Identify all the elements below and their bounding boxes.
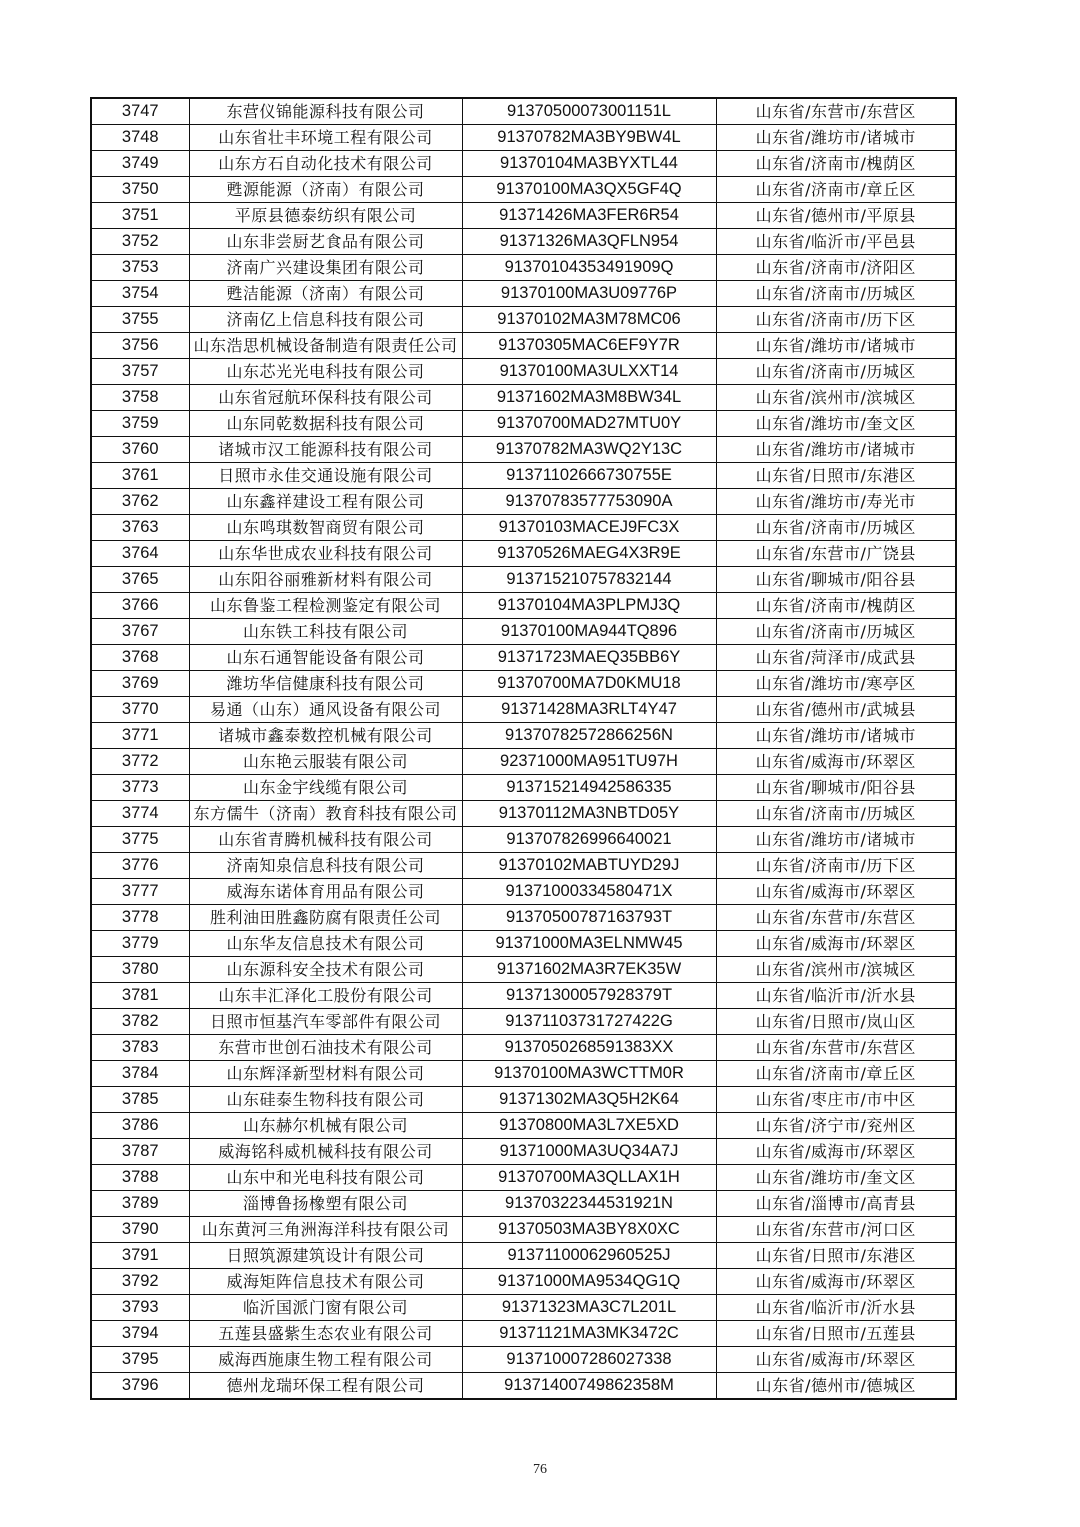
company-name-cell: 东营仪锦能源科技有限公司 <box>189 98 462 125</box>
region-cell: 山东省/德州市/平原县 <box>716 203 956 229</box>
table-row <box>91 1165 956 1191</box>
region-cell: 山东省/菏泽市/成武县 <box>716 645 956 671</box>
company-name-cell: 临沂国派门窗有限公司 <box>189 1295 462 1321</box>
region-cell: 山东省/威海市/环翠区 <box>716 1139 956 1165</box>
table-row <box>91 98 956 125</box>
table-row <box>91 1035 956 1061</box>
credit-code-cell: 91371000MA3UQ34A7J <box>462 1139 716 1165</box>
table-row <box>91 567 956 593</box>
credit-code-cell: 91370503MA3BY8X0XC <box>462 1217 716 1243</box>
table-row <box>91 1321 956 1347</box>
table-row <box>91 541 956 567</box>
row-number-cell: 3779 <box>91 931 189 957</box>
company-name-cell: 山东金宇线缆有限公司 <box>189 775 462 801</box>
company-name-cell: 济南亿上信息科技有限公司 <box>189 307 462 333</box>
table-row <box>91 905 956 931</box>
table-row <box>91 775 956 801</box>
row-number-cell: 3758 <box>91 385 189 411</box>
table-row <box>91 1009 956 1035</box>
table-row <box>91 1087 956 1113</box>
row-number-cell: 3755 <box>91 307 189 333</box>
credit-code-cell: 91370700MA3QLLAX1H <box>462 1165 716 1191</box>
company-name-cell: 潍坊华信健康科技有限公司 <box>189 671 462 697</box>
region-cell: 山东省/德州市/德城区 <box>716 1373 956 1400</box>
region-cell: 山东省/潍坊市/诸城市 <box>716 827 956 853</box>
region-cell: 山东省/东营市/河口区 <box>716 1217 956 1243</box>
region-cell: 山东省/潍坊市/奎文区 <box>716 411 956 437</box>
credit-code-cell: 91370112MA3NBTD05Y <box>462 801 716 827</box>
region-cell: 山东省/潍坊市/寿光市 <box>716 489 956 515</box>
company-name-cell: 济南知泉信息科技有限公司 <box>189 853 462 879</box>
row-number-cell: 3776 <box>91 853 189 879</box>
company-name-cell: 山东省青腾机械科技有限公司 <box>189 827 462 853</box>
company-name-cell: 山东丰汇泽化工股份有限公司 <box>189 983 462 1009</box>
table-row <box>91 1061 956 1087</box>
row-number-cell: 3795 <box>91 1347 189 1373</box>
credit-code-cell: 91371426MA3FER6R54 <box>462 203 716 229</box>
company-name-cell: 山东鲁鉴工程检测鉴定有限公司 <box>189 593 462 619</box>
credit-code-cell: 91370100MA3QX5GF4Q <box>462 177 716 203</box>
credit-code-cell: 91370100MA944TQ896 <box>462 619 716 645</box>
company-name-cell: 山东华友信息技术有限公司 <box>189 931 462 957</box>
credit-code-cell: 91371602MA3M8BW34L <box>462 385 716 411</box>
company-name-cell: 威海铭科威机械科技有限公司 <box>189 1139 462 1165</box>
credit-code-cell: 91370500073001151L <box>462 98 716 125</box>
credit-code-cell: 91370782572866256N <box>462 723 716 749</box>
credit-code-cell: 91370700MA7D0KMU18 <box>462 671 716 697</box>
credit-code-cell: 91370526MAEG4X3R9E <box>462 541 716 567</box>
row-number-cell: 3759 <box>91 411 189 437</box>
company-name-cell: 胜利油田胜鑫防腐有限责任公司 <box>189 905 462 931</box>
table-row <box>91 385 956 411</box>
table-row <box>91 1243 956 1269</box>
region-cell: 山东省/济南市/历城区 <box>716 281 956 307</box>
company-name-cell: 淄博鲁扬橡塑有限公司 <box>189 1191 462 1217</box>
company-name-cell: 山东硅泰生物科技有限公司 <box>189 1087 462 1113</box>
company-name-cell: 山东芯光光电科技有限公司 <box>189 359 462 385</box>
region-cell: 山东省/济南市/槐荫区 <box>716 151 956 177</box>
region-cell: 山东省/威海市/环翠区 <box>716 879 956 905</box>
credit-code-cell: 91371400749862358M <box>462 1373 716 1400</box>
row-number-cell: 3786 <box>91 1113 189 1139</box>
table-row <box>91 879 956 905</box>
region-cell: 山东省/济南市/济阳区 <box>716 255 956 281</box>
row-number-cell: 3750 <box>91 177 189 203</box>
company-name-cell: 山东省冠航环保科技有限公司 <box>189 385 462 411</box>
company-name-cell: 山东华世成农业科技有限公司 <box>189 541 462 567</box>
company-name-cell: 山东方石自动化技术有限公司 <box>189 151 462 177</box>
row-number-cell: 3764 <box>91 541 189 567</box>
region-cell: 山东省/滨州市/滨城区 <box>716 385 956 411</box>
region-cell: 山东省/济南市/槐荫区 <box>716 593 956 619</box>
region-cell: 山东省/威海市/环翠区 <box>716 931 956 957</box>
company-name-cell: 山东鸣琪数智商贸有限公司 <box>189 515 462 541</box>
region-cell: 山东省/威海市/环翠区 <box>716 749 956 775</box>
credit-code-cell: 91371723MAEQ35BB6Y <box>462 645 716 671</box>
row-number-cell: 3756 <box>91 333 189 359</box>
company-name-cell: 山东石通智能设备有限公司 <box>189 645 462 671</box>
table-row <box>91 1269 956 1295</box>
region-cell: 山东省/临沂市/沂水县 <box>716 983 956 1009</box>
credit-code-cell: 91371000334580471X <box>462 879 716 905</box>
table-row <box>91 281 956 307</box>
credit-code-cell: 91370100MA3WCTTM0R <box>462 1061 716 1087</box>
region-cell: 山东省/日照市/东港区 <box>716 1243 956 1269</box>
row-number-cell: 3793 <box>91 1295 189 1321</box>
row-number-cell: 3757 <box>91 359 189 385</box>
table-row <box>91 645 956 671</box>
company-name-cell: 五莲县盛紫生态农业有限公司 <box>189 1321 462 1347</box>
row-number-cell: 3762 <box>91 489 189 515</box>
company-name-cell: 威海东诺体育用品有限公司 <box>189 879 462 905</box>
company-name-cell: 东营市世创石油技术有限公司 <box>189 1035 462 1061</box>
company-name-cell: 山东赫尔机械有限公司 <box>189 1113 462 1139</box>
table-row <box>91 723 956 749</box>
row-number-cell: 3781 <box>91 983 189 1009</box>
region-cell: 山东省/济南市/章丘区 <box>716 177 956 203</box>
row-number-cell: 3753 <box>91 255 189 281</box>
region-cell: 山东省/济南市/历城区 <box>716 619 956 645</box>
credit-code-cell: 91371000MA9534QG1Q <box>462 1269 716 1295</box>
region-cell: 山东省/潍坊市/诸城市 <box>716 125 956 151</box>
row-number-cell: 3751 <box>91 203 189 229</box>
row-number-cell: 3749 <box>91 151 189 177</box>
row-number-cell: 3778 <box>91 905 189 931</box>
credit-code-cell: 91370100MA3U09776P <box>462 281 716 307</box>
region-cell: 山东省/临沂市/沂水县 <box>716 1295 956 1321</box>
region-cell: 山东省/济宁市/兖州区 <box>716 1113 956 1139</box>
credit-code-cell: 91370782MA3WQ2Y13C <box>462 437 716 463</box>
company-name-cell: 山东阳谷丽雅新材料有限公司 <box>189 567 462 593</box>
credit-code-cell: 91371102666730755E <box>462 463 716 489</box>
credit-code-cell: 91370102MABTUYD29J <box>462 853 716 879</box>
credit-code-cell: 913710007286027338 <box>462 1347 716 1373</box>
table-row <box>91 489 956 515</box>
region-cell: 山东省/聊城市/阳谷县 <box>716 775 956 801</box>
credit-code-cell: 91371000MA3ELNMW45 <box>462 931 716 957</box>
credit-code-cell: 91370103MACEJ9FC3X <box>462 515 716 541</box>
table-row <box>91 853 956 879</box>
row-number-cell: 3785 <box>91 1087 189 1113</box>
row-number-cell: 3760 <box>91 437 189 463</box>
credit-code-cell: 91370104MA3PLPMJ3Q <box>462 593 716 619</box>
table-row <box>91 957 956 983</box>
company-name-cell: 德州龙瑞环保工程有限公司 <box>189 1373 462 1400</box>
company-name-cell: 山东源科安全技术有限公司 <box>189 957 462 983</box>
row-number-cell: 3782 <box>91 1009 189 1035</box>
row-number-cell: 3768 <box>91 645 189 671</box>
row-number-cell: 3748 <box>91 125 189 151</box>
row-number-cell: 3788 <box>91 1165 189 1191</box>
region-cell: 山东省/东营市/东营区 <box>716 98 956 125</box>
region-cell: 山东省/东营市/东营区 <box>716 905 956 931</box>
credit-code-cell: 913707826996640021 <box>462 827 716 853</box>
table-row <box>91 983 956 1009</box>
region-cell: 山东省/济南市/章丘区 <box>716 1061 956 1087</box>
company-name-cell: 易通（山东）通风设备有限公司 <box>189 697 462 723</box>
row-number-cell: 3761 <box>91 463 189 489</box>
credit-code-cell: 91370305MAC6EF9Y7R <box>462 333 716 359</box>
company-name-cell: 日照市永佳交通设施有限公司 <box>189 463 462 489</box>
region-cell: 山东省/日照市/五莲县 <box>716 1321 956 1347</box>
row-number-cell: 3784 <box>91 1061 189 1087</box>
table-row <box>91 359 956 385</box>
region-cell: 山东省/威海市/环翠区 <box>716 1269 956 1295</box>
company-name-cell: 甦洁能源（济南）有限公司 <box>189 281 462 307</box>
region-cell: 山东省/临沂市/平邑县 <box>716 229 956 255</box>
company-name-cell: 威海西施康生物工程有限公司 <box>189 1347 462 1373</box>
credit-code-cell: 91370322344531921N <box>462 1191 716 1217</box>
table-row <box>91 229 956 255</box>
company-name-cell: 山东省壮丰环境工程有限公司 <box>189 125 462 151</box>
credit-code-cell: 91371300057928379T <box>462 983 716 1009</box>
row-number-cell: 3773 <box>91 775 189 801</box>
company-name-cell: 山东铁工科技有限公司 <box>189 619 462 645</box>
row-number-cell: 3769 <box>91 671 189 697</box>
row-number-cell: 3775 <box>91 827 189 853</box>
region-cell: 山东省/潍坊市/诸城市 <box>716 723 956 749</box>
row-number-cell: 3777 <box>91 879 189 905</box>
table-row <box>91 125 956 151</box>
region-cell: 山东省/济南市/历城区 <box>716 801 956 827</box>
table-row <box>91 411 956 437</box>
company-name-cell: 日照筑源建筑设计有限公司 <box>189 1243 462 1269</box>
row-number-cell: 3747 <box>91 98 189 125</box>
row-number-cell: 3783 <box>91 1035 189 1061</box>
credit-code-cell: 91370782MA3BY9BW4L <box>462 125 716 151</box>
table-row <box>91 333 956 359</box>
row-number-cell: 3787 <box>91 1139 189 1165</box>
table-row <box>91 463 956 489</box>
credit-code-cell: 91370104MA3BYXTL44 <box>462 151 716 177</box>
credit-code-cell: 91371100062960525J <box>462 1243 716 1269</box>
credit-code-cell: 91370500787163793T <box>462 905 716 931</box>
row-number-cell: 3792 <box>91 1269 189 1295</box>
region-cell: 山东省/日照市/东港区 <box>716 463 956 489</box>
region-cell: 山东省/淄博市/高青县 <box>716 1191 956 1217</box>
region-cell: 山东省/潍坊市/寒亭区 <box>716 671 956 697</box>
region-cell: 山东省/潍坊市/奎文区 <box>716 1165 956 1191</box>
region-cell: 山东省/东营市/东营区 <box>716 1035 956 1061</box>
table-row <box>91 177 956 203</box>
table-row <box>91 827 956 853</box>
company-table <box>90 97 957 1400</box>
page-number: 76 <box>533 1462 547 1477</box>
credit-code-cell: 91371121MA3MK3472C <box>462 1321 716 1347</box>
table-row <box>91 1113 956 1139</box>
credit-code-cell: 91371428MA3RLT4Y47 <box>462 697 716 723</box>
credit-code-cell: 91370104353491909Q <box>462 255 716 281</box>
table-row <box>91 749 956 775</box>
table-row <box>91 1139 956 1165</box>
credit-code-cell: 913715214942586335 <box>462 775 716 801</box>
table-row <box>91 203 956 229</box>
company-name-cell: 甦源能源（济南）有限公司 <box>189 177 462 203</box>
credit-code-cell: 91371302MA3Q5H2K64 <box>462 1087 716 1113</box>
company-name-cell: 诸城市汉工能源科技有限公司 <box>189 437 462 463</box>
region-cell: 山东省/日照市/岚山区 <box>716 1009 956 1035</box>
row-number-cell: 3789 <box>91 1191 189 1217</box>
region-cell: 山东省/德州市/武城县 <box>716 697 956 723</box>
row-number-cell: 3790 <box>91 1217 189 1243</box>
row-number-cell: 3763 <box>91 515 189 541</box>
table-row <box>91 1295 956 1321</box>
credit-code-cell: 91370100MA3ULXXT14 <box>462 359 716 385</box>
table-row <box>91 515 956 541</box>
row-number-cell: 3767 <box>91 619 189 645</box>
row-number-cell: 3771 <box>91 723 189 749</box>
company-name-cell: 山东辉泽新型材料有限公司 <box>189 1061 462 1087</box>
table-row <box>91 437 956 463</box>
company-table-body <box>91 98 956 1399</box>
region-cell: 山东省/济南市/历下区 <box>716 307 956 333</box>
table-row <box>91 1347 956 1373</box>
table-row <box>91 801 956 827</box>
company-name-cell: 诸城市鑫泰数控机械有限公司 <box>189 723 462 749</box>
credit-code-cell: 91371326MA3QFLN954 <box>462 229 716 255</box>
company-name-cell: 山东鑫祥建设工程有限公司 <box>189 489 462 515</box>
company-name-cell: 山东非尝厨艺食品有限公司 <box>189 229 462 255</box>
table-row <box>91 697 956 723</box>
row-number-cell: 3752 <box>91 229 189 255</box>
table-row <box>91 1191 956 1217</box>
credit-code-cell: 92371000MA951TU97H <box>462 749 716 775</box>
company-name-cell: 山东同乾数据科技有限公司 <box>189 411 462 437</box>
company-name-cell: 威海矩阵信息技术有限公司 <box>189 1269 462 1295</box>
region-cell: 山东省/威海市/环翠区 <box>716 1347 956 1373</box>
row-number-cell: 3780 <box>91 957 189 983</box>
row-number-cell: 3796 <box>91 1373 189 1400</box>
company-name-cell: 山东浩思机械设备制造有限责任公司 <box>189 333 462 359</box>
region-cell: 山东省/济南市/历城区 <box>716 515 956 541</box>
region-cell: 山东省/枣庄市/市中区 <box>716 1087 956 1113</box>
row-number-cell: 3770 <box>91 697 189 723</box>
region-cell: 山东省/滨州市/滨城区 <box>716 957 956 983</box>
credit-code-cell: 91370700MAD27MTU0Y <box>462 411 716 437</box>
table-row <box>91 931 956 957</box>
credit-code-cell: 91371103731727422G <box>462 1009 716 1035</box>
company-name-cell: 平原县德泰纺织有限公司 <box>189 203 462 229</box>
company-name-cell: 山东黄河三角洲海洋科技有限公司 <box>189 1217 462 1243</box>
region-cell: 山东省/东营市/广饶县 <box>716 541 956 567</box>
credit-code-cell: 91371602MA3R7EK35W <box>462 957 716 983</box>
region-cell: 山东省/济南市/历下区 <box>716 853 956 879</box>
credit-code-cell: 91371323MA3C7L201L <box>462 1295 716 1321</box>
row-number-cell: 3766 <box>91 593 189 619</box>
company-name-cell: 东方儒牛（济南）教育科技有限公司 <box>189 801 462 827</box>
table-row <box>91 619 956 645</box>
company-name-cell: 山东艳云服装有限公司 <box>189 749 462 775</box>
table-row <box>91 671 956 697</box>
table-row <box>91 1217 956 1243</box>
table-row <box>91 1373 956 1400</box>
row-number-cell: 3791 <box>91 1243 189 1269</box>
table-row <box>91 307 956 333</box>
credit-code-cell: 91370783577753090A <box>462 489 716 515</box>
region-cell: 山东省/济南市/历城区 <box>716 359 956 385</box>
table-row <box>91 151 956 177</box>
company-name-cell: 山东中和光电科技有限公司 <box>189 1165 462 1191</box>
region-cell: 山东省/潍坊市/诸城市 <box>716 333 956 359</box>
credit-code-cell: 913715210757832144 <box>462 567 716 593</box>
credit-code-cell: 91370102MA3M78MC06 <box>462 307 716 333</box>
row-number-cell: 3772 <box>91 749 189 775</box>
table-row <box>91 255 956 281</box>
row-number-cell: 3754 <box>91 281 189 307</box>
row-number-cell: 3765 <box>91 567 189 593</box>
region-cell: 山东省/聊城市/阳谷县 <box>716 567 956 593</box>
row-number-cell: 3774 <box>91 801 189 827</box>
credit-code-cell: 9137050268591383XX <box>462 1035 716 1061</box>
company-name-cell: 日照市恒基汽车零部件有限公司 <box>189 1009 462 1035</box>
region-cell: 山东省/潍坊市/诸城市 <box>716 437 956 463</box>
row-number-cell: 3794 <box>91 1321 189 1347</box>
company-name-cell: 济南广兴建设集团有限公司 <box>189 255 462 281</box>
credit-code-cell: 91370800MA3L7XE5XD <box>462 1113 716 1139</box>
table-row <box>91 593 956 619</box>
